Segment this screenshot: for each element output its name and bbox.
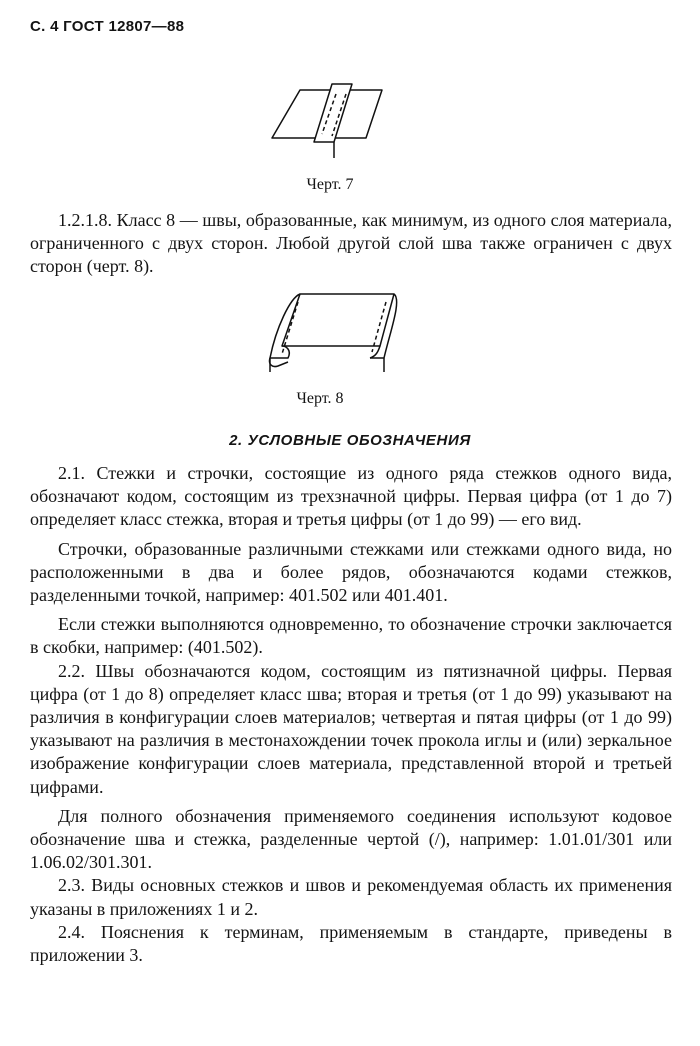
figure-7-drawing — [270, 82, 400, 162]
paragraph: 2.1. Стежки и строчки, состоящие из одного ряда стежков одного вида, обозначают кодом, состоящим из трехзначной цифры. Первая цифра (от 1 до 7) определяет класс стежка, вторая и третья цифры (от 1 до 99) — его вид. — [30, 463, 672, 530]
page-header: С. 4 ГОСТ 12807—88 — [30, 18, 185, 35]
section-2-body — [30, 462, 672, 967]
paragraph: 2.2. Швы обозначаются кодом, состоящим из пятизначной цифры. Первая цифра (от 1 до 8) определяет класс шва; вторая и третья (от 1 до 99) указывают на различия в конфигурации слоев материалов; четвертая и пятая цифры (от 1 до 99) указывают на различия в местонахождении точек прокола иглы и (или) зеркальное изображение конфигурации слоев материала, представленной второй и третьей цифрами. — [30, 660, 672, 797]
paragraph-text: 1.2.1.8. Класс 8 — швы, образованные, как минимум, из одного слоя материала, ограниченного с двух сторон. Любой другой слой шва также ограничен с двух сторон (черт. 8). — [30, 210, 672, 277]
figure-7-caption: Черт. 7 — [306, 176, 354, 193]
paragraph: Строчки, образованные различными стежками или стежками одного вида, но расположенными в два и более рядов, обозначаются кодами стежков, разделенными точкой, например: 401.502 или 401.401. — [30, 538, 672, 606]
section-heading: 2. УСЛОВНЫЕ ОБОЗНАЧЕНИЯ — [229, 432, 471, 449]
paragraph-1-2-1-8 — [30, 209, 672, 279]
figure-8-drawing — [262, 288, 412, 378]
paragraph: Для полного обозначения применяемого соединения используют кодовое обозначение шва и стежка, разделенные чертой (/), например: 1.01.01/301 или 1.06.02/301.301. — [30, 805, 672, 873]
paragraph: 2.4. Пояснения к терминам, применяемым в стандарте, приведены в приложении 3. — [30, 921, 672, 966]
paragraph: Если стежки выполняются одновременно, то обозначение строчки заключается в скобки, например: (401.502). — [30, 614, 672, 658]
figure-8-caption: Черт. 8 — [296, 390, 344, 407]
paragraph: 2.3. Виды основных стежков и швов и рекомендуемая область их применения указаны в приложениях 1 и 2. — [30, 875, 672, 919]
